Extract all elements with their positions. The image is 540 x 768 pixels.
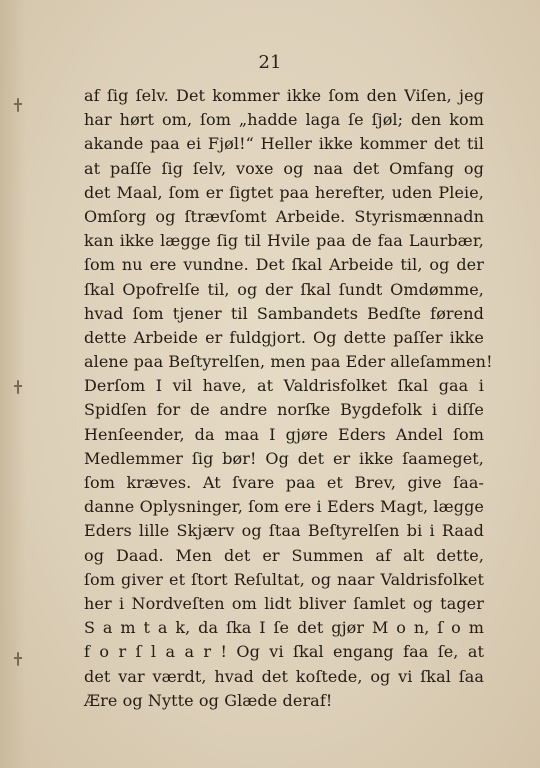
text-line: ſom kræves. At ſvare paa et Brev, give ſaa-	[84, 473, 484, 492]
text-line: Eders lille Skjærv og ſtaa Beſtyrelſen bi i Raad	[84, 521, 484, 541]
text-line: Henſeender, da maa I gjøre Eders Andel ſom	[84, 424, 484, 444]
text-line: det var værdt, hvad det koſtede, og vi ſkal ſaa	[84, 666, 484, 686]
text-line: akande paa ei Fjøl!“ Heller ikke kommer det til	[84, 134, 484, 154]
text-line: danne Oplysninger, ſom ere i Eders Magt, lægge	[84, 497, 484, 517]
binding-stitch	[14, 98, 22, 112]
text-line: af ſig ſelv. Det kommer ikke ſom den Viſen, jeg	[84, 86, 484, 105]
text-line: Omſorg og ſtrævſomt Arbeide. Styrismænnadn	[84, 206, 484, 226]
binding-stitch	[14, 380, 22, 394]
text-line: dette Arbeide er fuldgjort. Og dette paſſer ikke	[84, 327, 484, 347]
binding-stitch	[14, 652, 22, 666]
text-line: Spidſen for de andre norſke Bygdefolk i diſſe	[84, 400, 484, 420]
text-line: ſom nu ere vundne. Det ſkal Arbeide til, og der	[84, 255, 484, 275]
page-number: 21	[258, 52, 282, 73]
text-line: alene paa Beſtyrelſen, men paa Eder alleſammen!	[84, 352, 493, 372]
text-line: S a m t a k, da ſka I ſe det gjør M o n, ſ o m	[84, 618, 484, 638]
body-text	[84, 84, 493, 713]
text-line: Derſom I vil have, at Valdrisfolket ſkal gaa i	[84, 376, 484, 396]
text-line: har hørt om, ſom „hadde laga ſe ſjøl; den kom	[84, 110, 484, 130]
text-line: ſkal Opofrelſe til, og der ſkal ſundt Omdømme,	[84, 279, 484, 299]
text-line: hvad ſom tjener til Sambandets Bedſte førend	[84, 303, 484, 323]
page-binding	[0, 0, 26, 768]
text-line: Medlemmer ſig bør! Og det er ikke ſaameget,	[84, 448, 484, 468]
text-line: f o r ſ l a a r ! Og vi ſkal engang faa ſe, at	[84, 642, 484, 662]
text-line: Ære og Nytte og Glæde deraf!	[84, 690, 333, 710]
text-line: at paſſe ſig ſelv, voxe og naa det Omfang og	[84, 158, 484, 178]
text-line: her i Nordveſten om lidt bliver ſamlet og tager	[84, 593, 484, 613]
text-line: kan ikke lægge ſig til Hvile paa de faa Laurbær,	[84, 231, 484, 251]
text-line: ſom giver et ſtort Reſultat, og naar Valdrisfolket	[84, 569, 484, 589]
text-line: det Maal, ſom er ſigtet paa herefter, uden Pleie,	[84, 182, 484, 202]
text-line: og Daad. Men det er Summen af alt dette,	[84, 545, 484, 565]
